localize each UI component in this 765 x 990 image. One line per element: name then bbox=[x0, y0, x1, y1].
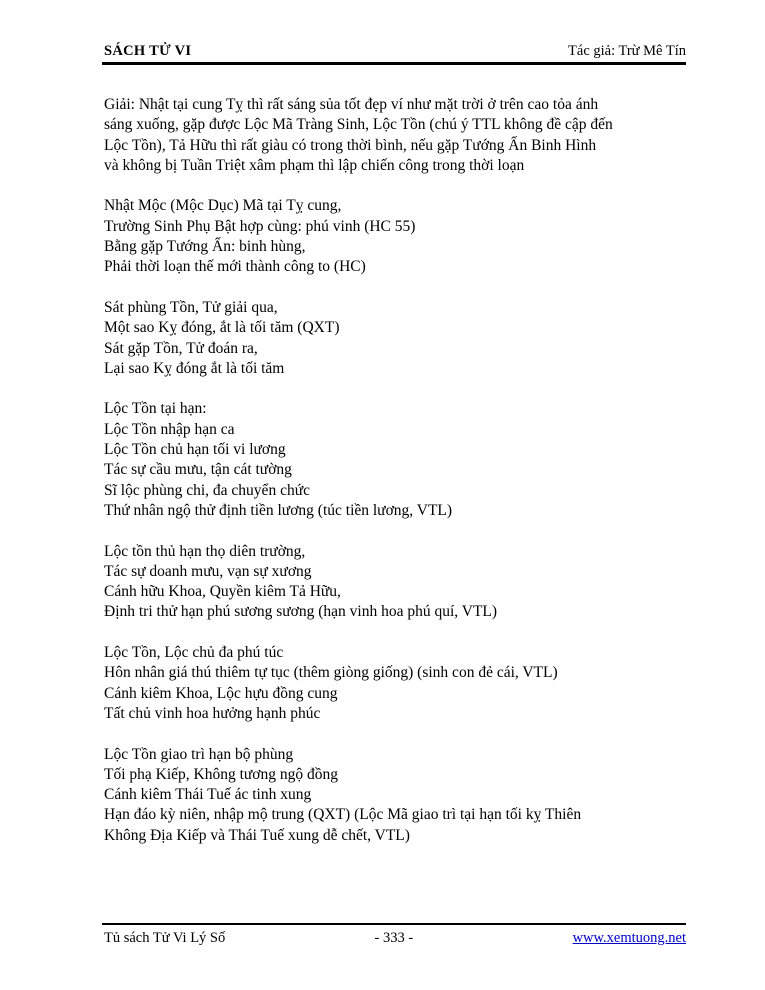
text-line: Lộc Tồn), Tả Hữu thì rất giàu có trong thời bình, nếu gặp Tướng Ấn Binh Hình bbox=[104, 136, 597, 154]
text-line: Cánh kiêm Khoa, Lộc hựu đồng cung bbox=[104, 684, 338, 702]
footer-divider bbox=[102, 923, 686, 925]
text-line: Sát phùng Tồn, Tử giải qua, bbox=[104, 298, 278, 316]
text-line: Định tri thử hạn phú sương sương (hạn vinh hoa phú quí, VTL) bbox=[104, 603, 498, 621]
text-line: Tối phạ Kiếp, Không tương ngộ đồng bbox=[104, 765, 339, 783]
text-line: Lại sao Kỵ đóng ắt là tối tăm bbox=[104, 359, 285, 377]
website-link[interactable]: www.xemtuong.net bbox=[572, 930, 686, 946]
paragraph bbox=[104, 298, 686, 379]
text-line: Lộc Tồn giao trì hạn bộ phùng bbox=[104, 745, 294, 763]
header-divider bbox=[102, 62, 686, 65]
text-line: Lộc Tồn nhập hạn ca bbox=[104, 420, 235, 438]
series-title: Tủ sách Tử Vi Lý Số bbox=[104, 930, 226, 946]
text-line: Lộc Tồn chủ hạn tối vi lương bbox=[104, 441, 286, 459]
text-line: Bằng gặp Tướng Ấn: binh hùng, bbox=[104, 238, 306, 256]
text-line: Lộc tồn thủ hạn thọ diên trường, bbox=[104, 542, 306, 560]
paragraph bbox=[104, 643, 686, 724]
text-line: Tác sự doanh mưu, vạn sự xương bbox=[104, 562, 312, 580]
text-line: Tác sự cầu mưu, tận cát tường bbox=[104, 461, 292, 479]
author-credit: Tác giả: Trừ Mê Tín bbox=[568, 43, 686, 59]
book-title: SÁCH TỬ VI bbox=[104, 43, 192, 59]
text-line: Cánh hữu Khoa, Quyền kiêm Tả Hữu, bbox=[104, 583, 341, 601]
text-line: Lộc Tồn, Lộc chủ đa phú túc bbox=[104, 644, 284, 662]
text-line: Cánh kiêm Thái Tuế ác tinh xung bbox=[104, 786, 312, 804]
text-line: Tất chủ vinh hoa hưởng hạnh phúc bbox=[104, 704, 321, 722]
text-line: Phải thời loạn thế mới thành công to (HC) bbox=[104, 258, 366, 276]
text-line: Trường Sinh Phụ Bật hợp cùng: phú vinh (HC 55) bbox=[104, 217, 416, 235]
paragraph bbox=[104, 95, 686, 176]
text-line: Hạn đáo kỳ niên, nhập mộ trung (QXT) (Lộc Mã giao trì tại hạn tối kỵ Thiên bbox=[104, 806, 582, 824]
text-line: Nhật Mộc (Mộc Dục) Mã tại Tỵ cung, bbox=[104, 197, 342, 215]
paragraph bbox=[104, 399, 686, 521]
paragraph bbox=[104, 745, 686, 846]
text-line: và không bị Tuần Triệt xâm phạm thì lập chiến công trong thời loạn bbox=[104, 156, 525, 174]
text-line: Không Địa Kiếp và Thái Tuế xung dễ chết, VTL) bbox=[104, 826, 410, 844]
text-line: Giải: Nhật tại cung Tỵ thì rất sáng sủa tốt đẹp ví như mặt trời ở trên cao tỏa ánh bbox=[104, 96, 599, 113]
text-line: Sĩ lộc phùng chi, đa chuyển chức bbox=[104, 481, 310, 499]
text-line: Thứ nhân ngộ thử định tiền lương (túc tiền lương, VTL) bbox=[104, 501, 453, 519]
text-line: Lộc Tồn tại hạn: bbox=[104, 400, 207, 418]
page-number: - 333 - bbox=[374, 930, 414, 946]
paragraph bbox=[104, 196, 686, 277]
text-line: Hôn nhân giá thú thiêm tự tục (thêm giòng giống) (sinh con đẻ cái, VTL) bbox=[104, 664, 558, 682]
page-header bbox=[104, 42, 686, 60]
text-line: Sát gặp Tồn, Tử đoán ra, bbox=[104, 339, 258, 357]
text-line: sáng xuống, gặp được Lộc Mã Tràng Sinh, Lộc Tồn (chú ý TTL không đề cập đến bbox=[104, 116, 613, 134]
text-line: Một sao Kỵ đóng, ắt là tối tăm (QXT) bbox=[104, 319, 340, 337]
page-footer bbox=[104, 929, 686, 949]
document-body bbox=[104, 95, 686, 846]
paragraph bbox=[104, 542, 686, 623]
